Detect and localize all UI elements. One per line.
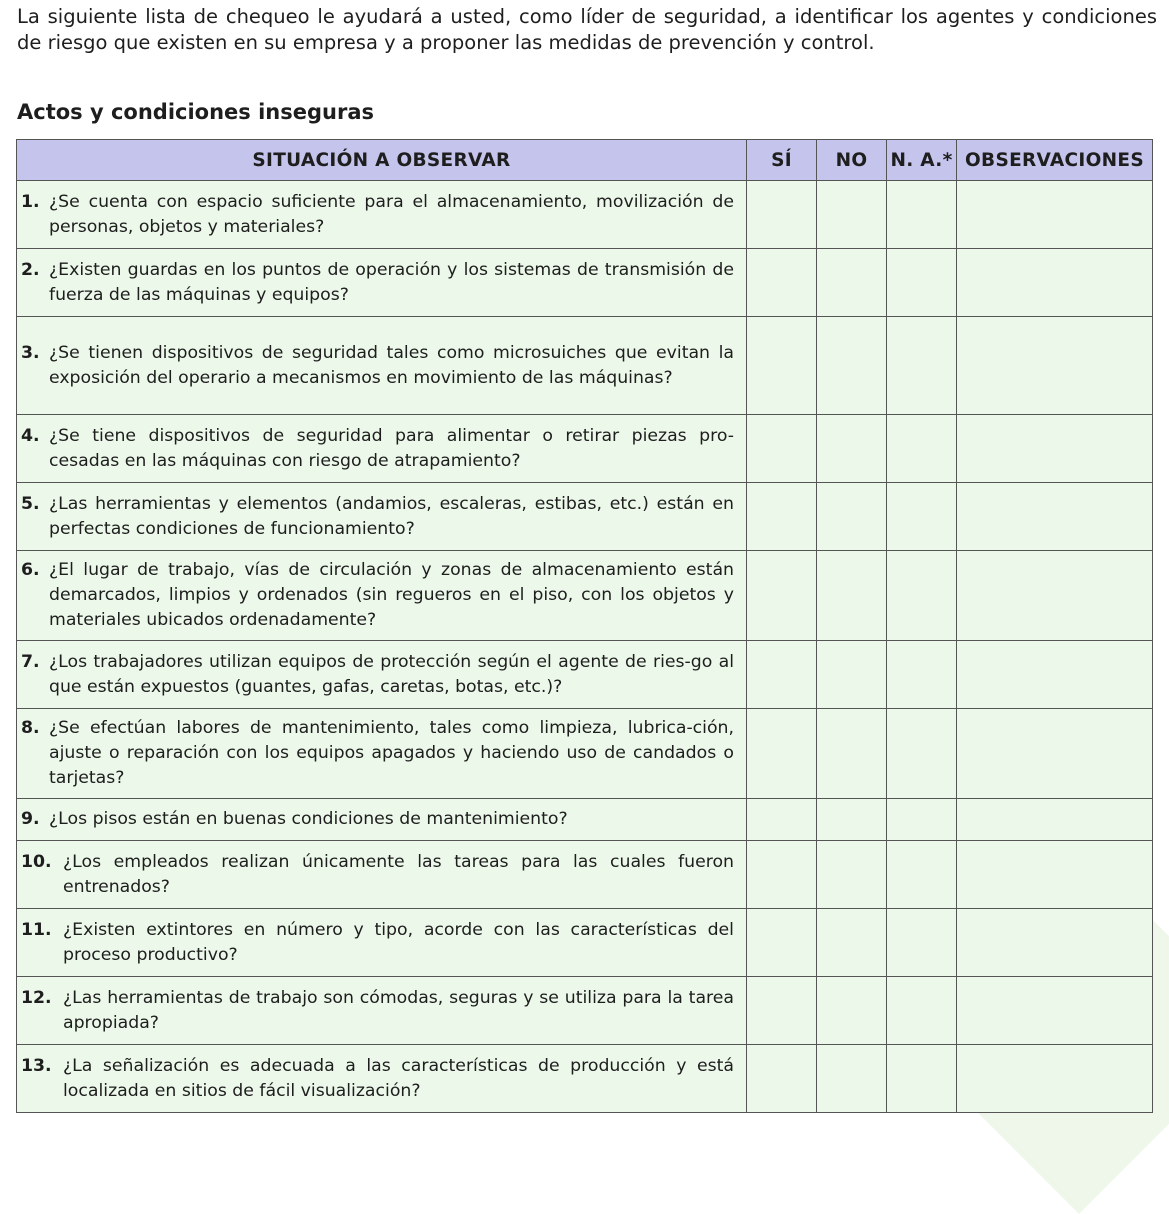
observaciones-cell[interactable] <box>957 709 1153 799</box>
answer-no-cell[interactable] <box>817 317 887 415</box>
header-row <box>17 140 1153 181</box>
answer-no-cell[interactable] <box>817 551 887 641</box>
question-number: 3. <box>21 342 40 363</box>
answer-si-cell[interactable] <box>747 841 817 909</box>
question-cell <box>17 641 747 709</box>
question-text: ¿Los pisos están en buenas condiciones de mantenimiento? <box>49 809 568 829</box>
observaciones-cell[interactable] <box>957 317 1153 415</box>
answer-no-cell[interactable] <box>817 909 887 977</box>
table-row <box>17 799 1153 841</box>
question-text: ¿Los empleados realizan únicamente las tareas para las cuales fueron entrenados? <box>63 851 734 897</box>
question-cell <box>17 483 747 551</box>
table-row <box>17 709 1153 799</box>
answer-no-cell[interactable] <box>817 1045 887 1113</box>
observaciones-cell[interactable] <box>957 799 1153 841</box>
table-row <box>17 415 1153 483</box>
answer-no-cell[interactable] <box>817 977 887 1045</box>
answer-si-cell[interactable] <box>747 977 817 1045</box>
observaciones-cell[interactable] <box>957 483 1153 551</box>
observaciones-cell[interactable] <box>957 1045 1153 1113</box>
question-number: 11. <box>21 919 52 940</box>
question-text: ¿Se efectúan labores de mantenimiento, tales como limpieza, lubrica-ción, ajuste o reparación con los equipos apagados y haciendo uso de candados o tarjetas? <box>49 718 734 788</box>
answer-no-cell[interactable] <box>817 709 887 799</box>
question-cell <box>17 317 747 415</box>
answer-si-cell[interactable] <box>747 641 817 709</box>
answer-na-cell[interactable] <box>887 977 957 1045</box>
table-row <box>17 1045 1153 1113</box>
answer-si-cell[interactable] <box>747 181 817 249</box>
answer-na-cell[interactable] <box>887 1045 957 1113</box>
question-cell <box>17 249 747 317</box>
answer-na-cell[interactable] <box>887 799 957 841</box>
answer-na-cell[interactable] <box>887 709 957 799</box>
question-cell <box>17 1045 747 1113</box>
question-text: ¿Existen guardas en los puntos de operación y los sistemas de transmisión de fuerza de las máquinas y equipos? <box>49 259 734 305</box>
question-number: 7. <box>21 651 40 672</box>
question-text: ¿Se cuenta con espacio suficiente para el almacenamiento, movilización de personas, objetos y materiales? <box>49 191 734 237</box>
observaciones-cell[interactable] <box>957 181 1153 249</box>
question-number: 12. <box>21 987 52 1008</box>
table-row <box>17 641 1153 709</box>
question-cell <box>17 909 747 977</box>
answer-si-cell[interactable] <box>747 909 817 977</box>
header-si: SÍ <box>747 140 817 181</box>
observaciones-cell[interactable] <box>957 977 1153 1045</box>
answer-si-cell[interactable] <box>747 317 817 415</box>
table-row <box>17 317 1153 415</box>
question-number: 9. <box>21 809 40 829</box>
question-cell <box>17 799 747 841</box>
answer-no-cell[interactable] <box>817 841 887 909</box>
observaciones-cell[interactable] <box>957 551 1153 641</box>
answer-si-cell[interactable] <box>747 709 817 799</box>
header-observaciones: OBSERVACIONES <box>957 140 1153 181</box>
question-text: ¿Se tienen dispositivos de seguridad tales como microsuiches que evitan la exposición del operario a mecanismos en movimiento de las máquinas? <box>49 342 734 388</box>
question-text: ¿El lugar de trabajo, vías de circulación y zonas de almacenamiento están demarcados, limpios y ordenados (sin regueros en el piso, con los objetos y materiales ubicados ordenadamente? <box>49 560 734 630</box>
answer-na-cell[interactable] <box>887 841 957 909</box>
question-cell <box>17 551 747 641</box>
header-situacion: SITUACIÓN A OBSERVAR <box>17 140 747 181</box>
table-row <box>17 249 1153 317</box>
answer-no-cell[interactable] <box>817 181 887 249</box>
question-number: 6. <box>21 560 40 580</box>
section-title: Actos y condiciones inseguras <box>17 100 375 124</box>
answer-no-cell[interactable] <box>817 415 887 483</box>
answer-na-cell[interactable] <box>887 551 957 641</box>
question-text: ¿Los trabajadores utilizan equipos de protección según el agente de ries-go al que están expuestos (guantes, gafas, caretas, botas, etc.)? <box>49 651 734 697</box>
answer-na-cell[interactable] <box>887 483 957 551</box>
question-text: ¿Las herramientas y elementos (andamios, escaleras, estibas, etc.) están en perfectas condiciones de funcionamiento? <box>49 493 734 539</box>
answer-na-cell[interactable] <box>887 317 957 415</box>
question-number: 4. <box>21 425 40 446</box>
question-number: 5. <box>21 493 40 514</box>
question-number: 1. <box>21 191 40 212</box>
question-text: ¿Existen extintores en número y tipo, acorde con las características del proceso productivo? <box>63 919 734 965</box>
answer-si-cell[interactable] <box>747 1045 817 1113</box>
observaciones-cell[interactable] <box>957 249 1153 317</box>
question-number: 8. <box>21 718 40 738</box>
header-no: NO <box>817 140 887 181</box>
question-cell <box>17 709 747 799</box>
answer-si-cell[interactable] <box>747 551 817 641</box>
observaciones-cell[interactable] <box>957 909 1153 977</box>
answer-na-cell[interactable] <box>887 909 957 977</box>
question-text: ¿La señalización es adecuada a las características de producción y está localizada en sitios de fácil visualización? <box>63 1055 734 1101</box>
table-row <box>17 181 1153 249</box>
header-na: N. A.* <box>887 140 957 181</box>
answer-na-cell[interactable] <box>887 641 957 709</box>
answer-na-cell[interactable] <box>887 415 957 483</box>
question-number: 13. <box>21 1055 52 1076</box>
answer-na-cell[interactable] <box>887 181 957 249</box>
answer-si-cell[interactable] <box>747 249 817 317</box>
question-number: 2. <box>21 259 40 280</box>
question-cell <box>17 977 747 1045</box>
question-cell <box>17 415 747 483</box>
answer-no-cell[interactable] <box>817 483 887 551</box>
answer-si-cell[interactable] <box>747 415 817 483</box>
intro-paragraph: La siguiente lista de chequeo le ayudará a usted, como líder de seguridad, a identificar los agentes y condiciones de riesgo que existen en su empresa y a proponer las medidas de prevención y control. <box>17 5 1157 54</box>
table-row <box>17 841 1153 909</box>
answer-na-cell[interactable] <box>887 249 957 317</box>
question-number: 10. <box>21 851 52 872</box>
table-row <box>17 977 1153 1045</box>
table-row <box>17 909 1153 977</box>
answer-no-cell[interactable] <box>817 641 887 709</box>
observaciones-cell[interactable] <box>957 841 1153 909</box>
question-text: ¿Las herramientas de trabajo son cómodas, seguras y se utiliza para la tarea apropiada? <box>63 987 734 1033</box>
answer-no-cell[interactable] <box>817 249 887 317</box>
question-text: ¿Se tiene dispositivos de seguridad para alimentar o retirar piezas pro-cesadas en las máquinas con riesgo de atrapamiento? <box>49 425 734 471</box>
observaciones-cell[interactable] <box>957 415 1153 483</box>
table-row <box>17 551 1153 641</box>
answer-si-cell[interactable] <box>747 799 817 841</box>
observaciones-cell[interactable] <box>957 641 1153 709</box>
question-cell <box>17 181 747 249</box>
table-row <box>17 483 1153 551</box>
question-cell <box>17 841 747 909</box>
checklist-table <box>16 139 1153 1113</box>
answer-no-cell[interactable] <box>817 799 887 841</box>
answer-si-cell[interactable] <box>747 483 817 551</box>
